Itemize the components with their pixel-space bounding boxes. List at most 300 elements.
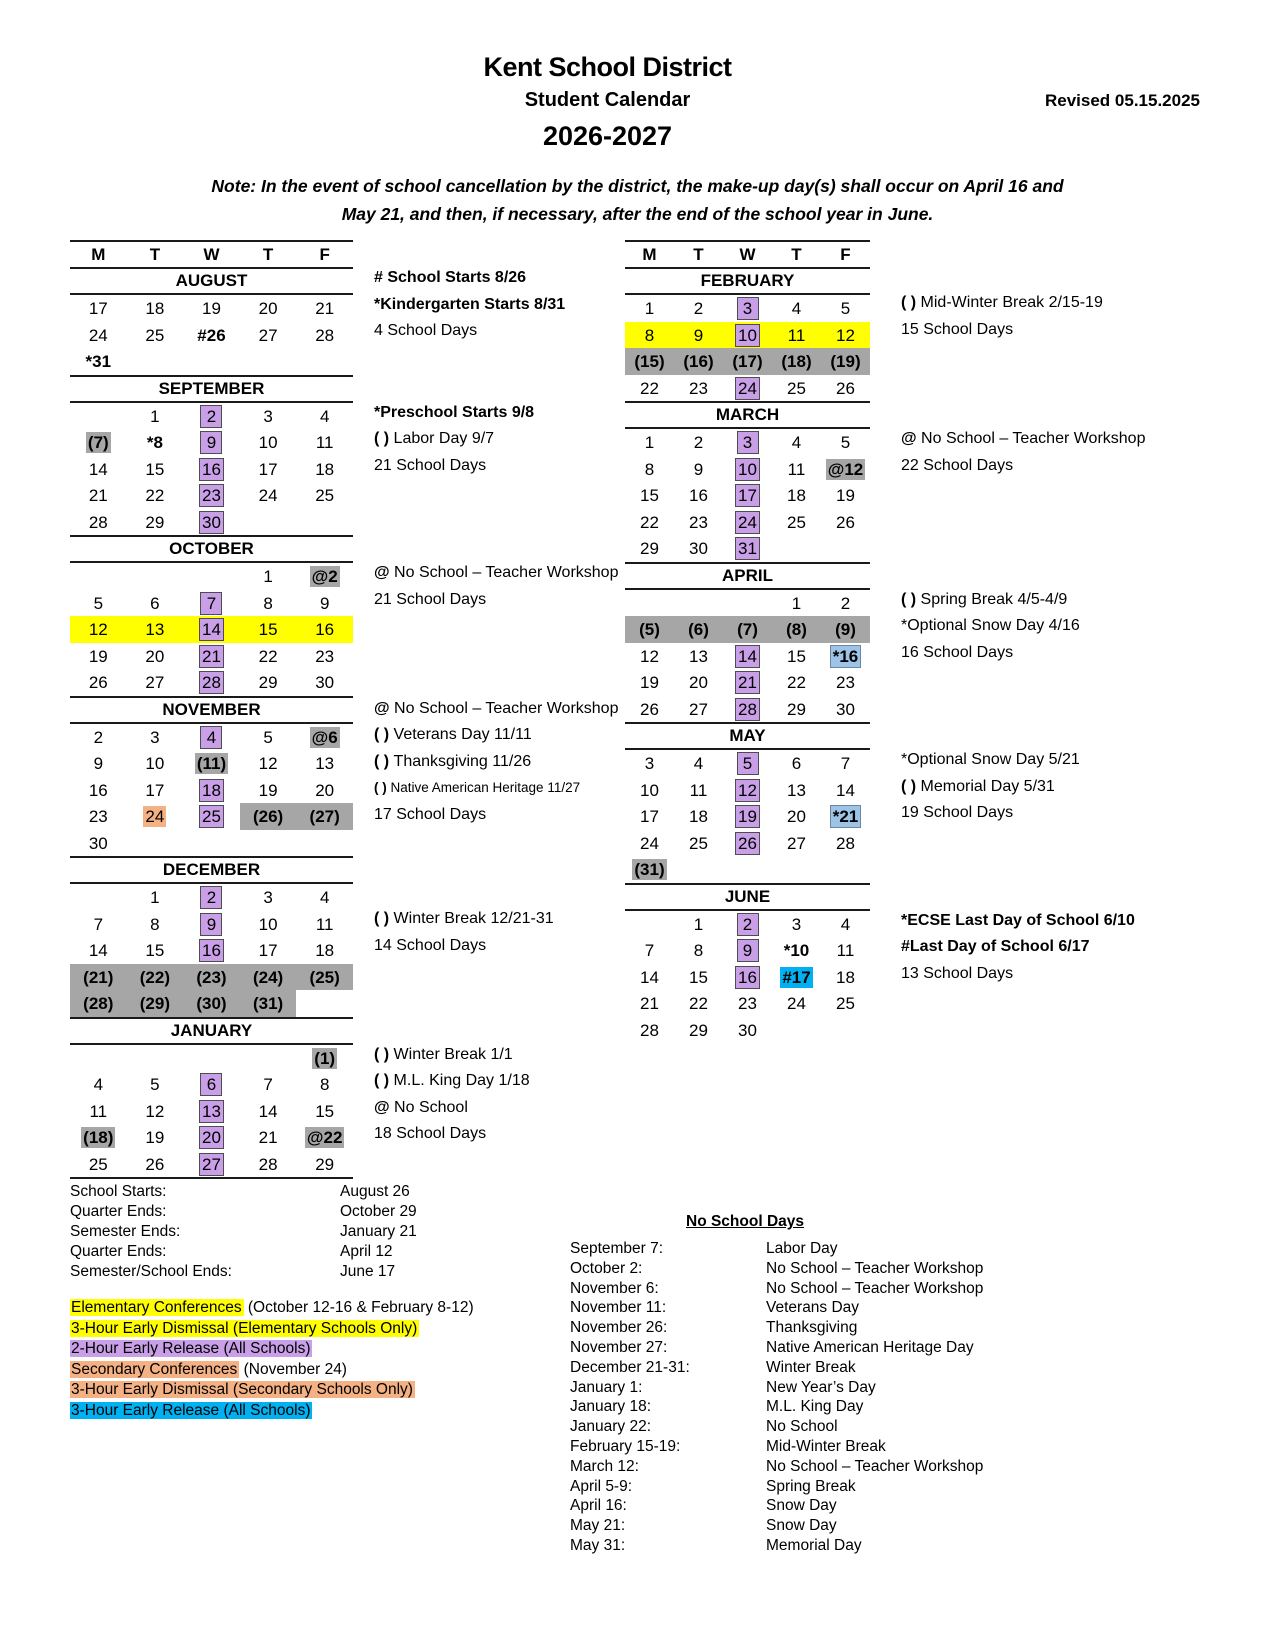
day-cell: 23 xyxy=(315,646,335,666)
week-row xyxy=(625,1017,870,1044)
week-row xyxy=(625,643,870,670)
key-date-label: School Starts: xyxy=(70,1183,167,1200)
annotation-line: ( ) Memorial Day 5/31 xyxy=(901,777,1055,795)
day-cell xyxy=(183,348,240,375)
day-cell xyxy=(625,911,674,938)
no-school-day-date: February 15-19: xyxy=(570,1437,681,1455)
day-cell: 26 xyxy=(836,512,855,532)
day-cell: (5) xyxy=(625,616,674,643)
day-cell xyxy=(296,830,353,857)
day-cell xyxy=(70,403,127,430)
month-annotations xyxy=(353,1017,625,1180)
legend-highlight: Elementary Conferences xyxy=(71,1299,242,1316)
weekday-header-row xyxy=(625,240,870,267)
day-cell: 19 xyxy=(723,803,772,830)
annotation-line: 21 School Days xyxy=(374,590,487,608)
day-cell: 27 xyxy=(689,699,708,719)
month-table xyxy=(70,240,353,375)
day-cell: 19 xyxy=(202,299,221,319)
day-cell: 9 xyxy=(674,322,723,349)
day-cell: 24 xyxy=(640,833,659,853)
day-cell xyxy=(772,1017,821,1044)
day-cell: 17 xyxy=(258,941,278,961)
annotation-line: @ No School – Teacher Workshop xyxy=(374,564,619,581)
day-cell: @22 xyxy=(306,1128,343,1148)
month-weeks xyxy=(70,563,353,696)
day-cell: 24 xyxy=(258,486,278,506)
week-row xyxy=(625,937,870,964)
day-cell: 26 xyxy=(145,1154,165,1174)
week-row xyxy=(70,643,353,670)
day-cell: 13 xyxy=(787,780,806,800)
week-row xyxy=(70,616,353,643)
day-cell: 13 xyxy=(689,646,708,666)
day-cell: 29 xyxy=(787,699,806,719)
month-february xyxy=(625,240,1205,401)
no-school-day-row xyxy=(570,1279,1205,1299)
key-date-row xyxy=(70,1182,570,1202)
week-row xyxy=(70,590,353,617)
no-school-day-row xyxy=(570,1259,1205,1279)
month-table xyxy=(70,375,353,536)
month-title: NOVEMBER xyxy=(70,696,353,724)
legend-line xyxy=(70,1339,570,1360)
week-row xyxy=(625,429,870,456)
no-school-day-date: March 12: xyxy=(570,1457,639,1475)
day-cell: (1) xyxy=(314,1048,336,1068)
day-cell: 21 xyxy=(258,1128,278,1148)
day-cell xyxy=(625,590,674,617)
week-row xyxy=(625,616,870,643)
month-title: SEPTEMBER xyxy=(70,375,353,403)
month-october xyxy=(70,535,625,696)
week-row xyxy=(70,937,353,964)
note-line-2: May 21, and then, if necessary, after the end of the school year in June. xyxy=(341,204,934,224)
day-cell xyxy=(127,563,184,590)
no-school-day-label: Snow Day xyxy=(766,1517,837,1535)
week-row xyxy=(70,990,353,1017)
day-cell xyxy=(70,1045,127,1072)
week-row xyxy=(70,777,353,804)
month-table xyxy=(70,696,353,857)
day-cell: 22 xyxy=(787,673,806,693)
day-cell: 13 xyxy=(183,1098,240,1125)
month-title: OCTOBER xyxy=(70,535,353,563)
day-cell: (18) xyxy=(772,348,821,375)
day-cell: 22 xyxy=(258,646,278,666)
month-table xyxy=(70,856,353,1017)
no-school-day-row xyxy=(570,1457,1205,1477)
day-cell: 5 xyxy=(723,750,772,777)
day-cell: 2 xyxy=(723,911,772,938)
day-cell: 6 xyxy=(150,593,160,613)
key-date-value: June 17 xyxy=(340,1263,396,1280)
day-cell: 14 xyxy=(640,967,659,987)
day-cell: 18 xyxy=(787,486,806,506)
day-cell: (6) xyxy=(674,616,723,643)
no-school-day-row xyxy=(570,1397,1205,1417)
no-school-day-date: November 11: xyxy=(570,1299,667,1317)
week-row xyxy=(625,803,870,830)
month-weeks xyxy=(70,884,353,1017)
day-cell xyxy=(821,856,870,883)
day-cell xyxy=(127,830,184,857)
day-cell: 8 xyxy=(625,322,674,349)
key-date-value: April 12 xyxy=(340,1243,393,1260)
day-cell: 31 xyxy=(723,535,772,562)
annotation-line: ( ) Winter Break 12/21-31 xyxy=(374,910,554,927)
day-cell: 9 xyxy=(319,593,330,613)
annotation-line: ( ) Native American Heritage 11/27 xyxy=(374,780,581,795)
day-cell: 6 xyxy=(791,754,802,774)
day-cell xyxy=(240,348,297,375)
day-cell: #26 xyxy=(197,325,226,345)
month-annotations xyxy=(353,696,625,857)
day-cell: 27 xyxy=(183,1151,240,1178)
day-cell: (31) xyxy=(634,860,665,880)
day-cell: 25 xyxy=(145,325,165,345)
day-cell: 3 xyxy=(791,914,802,934)
month-weeks xyxy=(625,429,870,562)
month-annotations xyxy=(870,401,1205,562)
month-title: AUGUST xyxy=(70,267,353,295)
day-cell xyxy=(296,990,353,1017)
day-cell xyxy=(183,1045,240,1072)
month-weeks xyxy=(625,911,870,1044)
day-cell: (22) xyxy=(127,964,184,991)
day-cell: (9) xyxy=(821,616,870,643)
day-cell: 22 xyxy=(145,486,165,506)
day-cell: 4 xyxy=(319,406,330,426)
day-cell: 27 xyxy=(145,673,165,693)
day-cell: 18 xyxy=(145,299,165,319)
day-cell xyxy=(821,1017,870,1044)
day-cell: 28 xyxy=(640,1020,659,1040)
day-cell: 11 xyxy=(772,322,821,349)
week-row xyxy=(625,295,870,322)
key-date-value: January 21 xyxy=(340,1223,417,1240)
day-cell xyxy=(772,535,821,562)
day-cell: 18 xyxy=(689,807,708,827)
day-cell: 9 xyxy=(723,937,772,964)
month-annotations xyxy=(870,240,1205,401)
day-cell: 15 xyxy=(145,459,165,479)
weekday-label: T xyxy=(149,245,161,264)
day-cell: 18 xyxy=(183,777,240,804)
calendar-column-right xyxy=(625,240,1205,1179)
annotation-line: 19 School Days xyxy=(901,804,1014,821)
day-cell: 25 xyxy=(836,994,855,1014)
day-cell: 25 xyxy=(689,833,708,853)
day-cell: 28 xyxy=(723,696,772,723)
day-cell: 13 xyxy=(127,616,184,643)
day-cell: (8) xyxy=(772,616,821,643)
month-june xyxy=(625,883,1205,1044)
no-school-day-label: No School – Teacher Workshop xyxy=(766,1279,984,1297)
annotation-line: *ECSE Last Day of School 6/10 xyxy=(901,911,1135,929)
day-cell: 25 xyxy=(315,486,335,506)
week-row xyxy=(625,990,870,1017)
day-cell: 23 xyxy=(183,482,240,509)
day-cell: 28 xyxy=(836,833,855,853)
day-cell: 29 xyxy=(145,512,165,532)
week-row xyxy=(625,669,870,696)
no-school-day-date: November 6: xyxy=(570,1279,659,1297)
week-row xyxy=(70,563,353,590)
calendar-column-left xyxy=(70,240,625,1179)
annotation-line: @ No School – Teacher Workshop xyxy=(901,430,1146,447)
day-cell: 30 xyxy=(88,833,108,853)
day-cell: 10 xyxy=(723,456,772,483)
day-cell: 3 xyxy=(723,295,772,322)
day-cell: 10 xyxy=(640,780,659,800)
no-school-day-row xyxy=(570,1239,1205,1259)
day-cell: 15 xyxy=(640,486,659,506)
district-title: Kent School District xyxy=(483,52,732,82)
month-title: FEBRUARY xyxy=(625,267,870,295)
week-row xyxy=(70,803,353,830)
month-weeks xyxy=(70,1045,353,1180)
month-title: MAY xyxy=(625,722,870,750)
day-cell: 1 xyxy=(150,406,160,426)
annotation-line: # School Starts 8/26 xyxy=(374,269,527,286)
day-cell: 2 xyxy=(183,884,240,911)
day-cell: 25 xyxy=(88,1154,108,1174)
weekday-label: F xyxy=(319,245,330,264)
day-cell: 12 xyxy=(821,322,870,349)
day-cell: 1 xyxy=(791,593,802,613)
weekday-label: W xyxy=(739,245,756,264)
legend-highlight: 3-Hour Early Dismissal (Elementary Schools Only) xyxy=(71,1319,418,1337)
week-row xyxy=(625,322,870,349)
day-cell: 7 xyxy=(644,941,655,961)
week-row xyxy=(70,724,353,751)
day-cell xyxy=(674,590,723,617)
key-date-row xyxy=(70,1202,570,1222)
day-cell: 29 xyxy=(640,539,659,559)
month-table xyxy=(70,1017,353,1180)
day-cell: 19 xyxy=(88,646,108,666)
day-cell: 4 xyxy=(693,754,704,774)
annotation-line: 21 School Days xyxy=(374,456,487,474)
day-cell: (18) xyxy=(83,1128,114,1148)
no-school-day-label: New Year’s Day xyxy=(766,1378,876,1396)
day-cell: 21 xyxy=(183,643,240,670)
week-row xyxy=(70,295,353,322)
month-march xyxy=(625,401,1205,562)
day-cell: 12 xyxy=(70,616,127,643)
day-cell: 11 xyxy=(787,459,806,479)
annotation-line: 13 School Days xyxy=(901,964,1014,982)
day-cell: 21 xyxy=(88,486,108,506)
month-weeks xyxy=(70,403,353,536)
day-cell: *21 xyxy=(821,803,870,830)
day-cell: @6 xyxy=(311,727,338,747)
key-date-label: Semester Ends: xyxy=(70,1223,181,1240)
day-cell: 29 xyxy=(689,1020,708,1040)
day-cell: (30) xyxy=(183,990,240,1017)
week-row xyxy=(70,1071,353,1098)
weekday-label: M xyxy=(91,245,106,264)
day-cell: 11 xyxy=(315,433,334,453)
day-cell: (19) xyxy=(821,348,870,375)
day-cell: 20 xyxy=(183,1124,240,1151)
no-school-day-label: Labor Day xyxy=(766,1240,838,1257)
day-cell: 15 xyxy=(315,1101,335,1121)
day-cell: 2 xyxy=(93,727,104,747)
annotation-line: ( ) M.L. King Day 1/18 xyxy=(374,1072,530,1089)
key-date-value: October 29 xyxy=(340,1203,417,1220)
subtitle-row xyxy=(70,89,1200,115)
day-cell: 8 xyxy=(693,941,704,961)
key-date-row xyxy=(70,1262,570,1282)
day-cell: (7) xyxy=(723,616,772,643)
day-cell: 7 xyxy=(183,590,240,617)
day-cell: 22 xyxy=(640,512,659,532)
month-january xyxy=(70,1017,625,1180)
day-cell: 26 xyxy=(836,378,855,398)
legend-highlight: 3-Hour Early Dismissal (Secondary Schools Only) xyxy=(71,1381,413,1398)
school-year: 2026-2027 xyxy=(542,121,673,151)
no-school-day-row xyxy=(570,1437,1205,1457)
day-cell: 13 xyxy=(315,754,335,774)
day-cell xyxy=(240,830,297,857)
day-cell: 4 xyxy=(791,299,802,319)
day-cell: 5 xyxy=(840,433,851,453)
day-cell: (31) xyxy=(240,990,297,1017)
key-date-label: Semester/School Ends: xyxy=(70,1263,232,1280)
annotation-line: *Optional Snow Day 5/21 xyxy=(901,751,1080,768)
day-cell: (28) xyxy=(70,990,127,1017)
day-cell xyxy=(723,856,772,883)
day-cell: 20 xyxy=(315,780,335,800)
annotation-line: @ No School xyxy=(374,1098,468,1116)
day-cell xyxy=(723,590,772,617)
day-cell: 10 xyxy=(258,433,278,453)
day-cell: 21 xyxy=(315,299,335,319)
annotation-line: *Optional Snow Day 4/16 xyxy=(901,617,1080,634)
day-cell: 26 xyxy=(88,673,108,693)
week-row xyxy=(70,482,353,509)
month-weeks xyxy=(70,295,353,375)
key-dates-and-legend xyxy=(70,1182,570,1556)
annotation-line: 15 School Days xyxy=(901,320,1014,338)
legend-line xyxy=(70,1360,570,1381)
day-cell: 14 xyxy=(836,780,855,800)
day-cell: 20 xyxy=(689,673,708,693)
day-cell: 24 xyxy=(145,807,165,827)
day-cell: 5 xyxy=(93,593,104,613)
day-cell: 28 xyxy=(315,325,335,345)
legend-highlight: 3-Hour Early Release (All Schools) xyxy=(71,1401,311,1419)
document-subtitle: Student Calendar xyxy=(524,89,691,111)
day-cell: 9 xyxy=(183,429,240,456)
no-school-day-label: No School – Teacher Workshop xyxy=(766,1259,984,1277)
day-cell: 23 xyxy=(689,512,708,532)
no-school-day-row xyxy=(570,1477,1205,1497)
day-cell: 12 xyxy=(258,754,278,774)
day-cell: 20 xyxy=(787,807,806,827)
no-school-day-label: Memorial Day xyxy=(766,1536,862,1554)
key-date-label: Quarter Ends: xyxy=(70,1243,167,1260)
month-table xyxy=(625,883,870,1044)
day-cell: (25) xyxy=(296,964,353,991)
day-cell: *8 xyxy=(146,433,163,453)
month-table xyxy=(625,401,870,562)
day-cell: 30 xyxy=(836,699,855,719)
annotation-line: #Last Day of School 6/17 xyxy=(901,938,1090,955)
day-cell xyxy=(240,509,297,536)
day-cell: 16 xyxy=(296,616,353,643)
day-cell: 8 xyxy=(644,459,655,479)
month-annotations xyxy=(353,856,625,1017)
day-cell: 7 xyxy=(263,1075,273,1095)
day-cell: 9 xyxy=(93,754,104,774)
no-school-day-label: Thanksgiving xyxy=(766,1319,858,1337)
day-cell: 3 xyxy=(263,406,273,426)
day-cell: 18 xyxy=(315,941,335,961)
day-cell: 10 xyxy=(723,322,772,349)
day-cell: 17 xyxy=(88,299,108,319)
no-school-day-row xyxy=(570,1318,1205,1338)
day-cell: 3 xyxy=(644,754,655,774)
day-cell: 30 xyxy=(315,673,335,693)
annotation-line: 17 School Days xyxy=(374,805,487,823)
weekday-label: W xyxy=(203,245,220,264)
weekday-header-row xyxy=(70,240,353,267)
no-school-day-label: Winter Break xyxy=(766,1358,856,1376)
day-cell: 4 xyxy=(319,888,330,908)
month-annotations xyxy=(353,375,625,536)
week-row xyxy=(70,964,353,991)
day-cell xyxy=(183,830,240,857)
week-row xyxy=(625,456,870,483)
day-cell: 14 xyxy=(88,941,108,961)
week-row xyxy=(70,1098,353,1125)
week-row xyxy=(625,535,870,562)
day-cell: 16 xyxy=(183,937,240,964)
day-cell: 18 xyxy=(836,967,855,987)
day-cell: 6 xyxy=(183,1071,240,1098)
day-cell xyxy=(772,856,821,883)
annotation-line: ( ) Thanksgiving 11/26 xyxy=(374,752,532,770)
day-cell xyxy=(296,509,353,536)
cancellation-note xyxy=(70,172,1205,228)
month-title: APRIL xyxy=(625,562,870,590)
week-row xyxy=(70,669,353,696)
day-cell: 15 xyxy=(787,646,806,666)
day-cell xyxy=(70,884,127,911)
day-cell: @2 xyxy=(311,567,338,587)
day-cell: 19 xyxy=(836,486,855,506)
day-cell: *31 xyxy=(85,352,112,372)
no-school-day-label: Mid-Winter Break xyxy=(766,1437,886,1455)
day-cell: 27 xyxy=(787,833,806,853)
day-cell xyxy=(127,348,184,375)
day-cell: 2 xyxy=(693,433,704,453)
day-cell: (16) xyxy=(674,348,723,375)
day-cell: #17 xyxy=(782,967,811,987)
no-school-day-label: No School xyxy=(766,1418,838,1436)
day-cell: 23 xyxy=(689,378,708,398)
month-august xyxy=(70,240,625,375)
day-cell: 23 xyxy=(88,807,108,827)
week-row xyxy=(70,750,353,777)
day-cell xyxy=(821,535,870,562)
day-cell xyxy=(183,563,240,590)
revised-date: Revised 05.15.2025 xyxy=(1044,91,1200,110)
key-date-value: August 26 xyxy=(340,1183,410,1200)
